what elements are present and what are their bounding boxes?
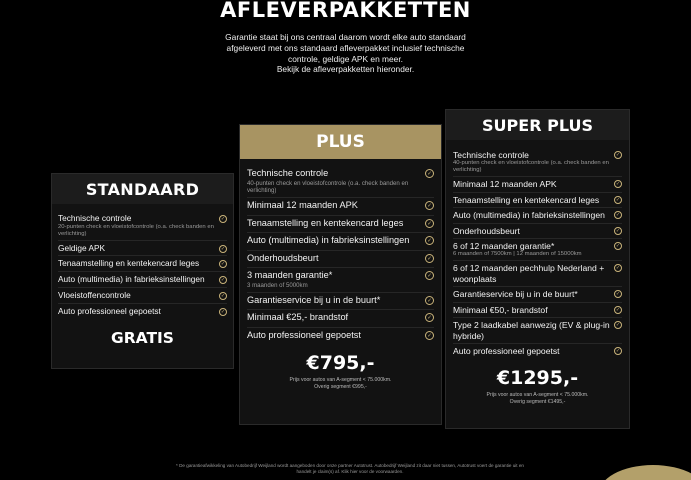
feature-label: Auto (multimedia) in fabrieksinstellingen (58, 274, 205, 285)
check-circle-icon: ✓ (425, 313, 434, 322)
feature-subtext: 3 maanden of 5000km (247, 281, 308, 289)
check-circle-icon: ✓ (615, 322, 621, 329)
check-circle-icon: ✓ (425, 201, 434, 210)
feature-label: Tenaamstelling en kentekencard leges (58, 258, 200, 269)
feature-label: Technische controle (453, 150, 529, 160)
feature-label: Auto professioneel gepoetst (58, 306, 161, 317)
feature-label: Geldige APK (58, 242, 106, 253)
footnote (140, 463, 560, 475)
check-circle-icon: ✓ (615, 152, 621, 158)
page-title: AFLEVERPAKKETTEN (220, 0, 471, 22)
check-circle-icon: ✓ (425, 169, 434, 178)
feature-item (453, 208, 622, 223)
feature-label: Type 2 laadkabel aanwezig (EV & plug-in hybride) (453, 320, 610, 341)
check-circle-icon: ✓ (425, 296, 434, 305)
footnote-line[interactable]: handelt je claim(s) af. Klik hier voor de voorwaarden. (296, 469, 404, 475)
chat-button[interactable] (598, 465, 691, 480)
feature-item (453, 344, 622, 358)
feature-label: Tenaamstelling en kentekencard leges (247, 217, 404, 228)
feature-label: Onderhoudsbeurt (453, 225, 520, 236)
check-circle-icon: ✓ (220, 261, 226, 268)
feature-list (52, 211, 233, 319)
feature-item (58, 272, 227, 288)
package-card-plus (239, 124, 442, 425)
feature-item (247, 198, 434, 216)
feature-label: 6 of 12 maanden pechhulp Nederland + woonplaats (453, 263, 605, 284)
feature-item (453, 239, 622, 261)
check-circle-icon: ✓ (425, 219, 434, 228)
check-circle-icon: ✓ (615, 242, 621, 249)
check-circle-icon: ✓ (425, 331, 434, 340)
check-circle-icon: ✓ (220, 293, 226, 300)
check-circle-icon: ✓ (425, 236, 434, 245)
check-circle-icon: ✓ (615, 227, 621, 234)
feature-item (453, 224, 622, 239)
feature-item (247, 251, 434, 269)
feature-label: Auto professioneel gepoetst (453, 346, 560, 357)
feature-item (453, 148, 622, 177)
feature-label: Technische controle (58, 213, 132, 223)
feature-item (247, 268, 434, 293)
feature-item (453, 193, 622, 208)
package-price: €795,- (306, 352, 375, 375)
feature-item (453, 303, 622, 318)
feature-label: Onderhoudsbeurt (247, 252, 319, 263)
feature-subtext: 40-punten check en vloeistofcontrole (o.a. check banden en verlichting) (453, 160, 609, 174)
intro-line: Bekijk de afleverpakketten hieronder. (276, 64, 415, 75)
price-note-line: Prijs voor autos van A-segment < 75.000km. (289, 377, 392, 384)
price-note (240, 377, 441, 391)
check-circle-icon: ✓ (615, 181, 621, 188)
feature-item (453, 177, 622, 192)
package-card-standaard (51, 173, 234, 369)
feature-item (453, 261, 622, 287)
package-card-super-plus (445, 109, 630, 429)
feature-label: Vloeistoffencontrole (58, 290, 131, 301)
feature-label: Auto (multimedia) in fabrieksinstellingen (247, 235, 410, 246)
price-note-line: Overig segment €1495,- (509, 398, 566, 405)
check-circle-icon: ✓ (615, 196, 621, 203)
feature-label: 3 maanden garantie* (247, 270, 333, 281)
check-circle-icon: ✓ (220, 277, 226, 284)
intro-line: controle, geldige APK en meer. (288, 53, 403, 64)
check-circle-icon: ✓ (220, 216, 226, 222)
feature-item (247, 310, 434, 328)
price-block (240, 354, 441, 391)
feature-subtext: 20-punten check en vloeistofcontrole (o.a. check banden en verlichting) (58, 223, 214, 237)
intro-line: afgeleverd met ons standaard afleverpakket inclusief technische (226, 42, 465, 53)
feature-label: 6 of 12 maanden garantie* (453, 240, 555, 251)
feature-item (453, 318, 622, 344)
feature-label: Minimaal €50,- brandstof (453, 304, 548, 315)
feature-item (247, 293, 434, 311)
feature-subtext: 6 maanden of 7500km | 12 maanden of 15000km (453, 251, 582, 258)
feature-list (446, 148, 629, 359)
feature-label: Technische controle (247, 168, 329, 178)
intro-text (190, 32, 501, 75)
feature-label: Minimaal 12 maanden APK (247, 200, 358, 211)
feature-label: Minimaal €25,- brandstof (247, 312, 349, 323)
price-note (446, 392, 629, 406)
feature-item (247, 233, 434, 251)
check-circle-icon: ✓ (615, 212, 621, 219)
feature-label: Minimaal 12 maanden APK (453, 179, 557, 190)
feature-subtext: 40-punten check en vloeistofcontrole (o.a. check banden en verlichting) (247, 179, 409, 194)
package-price: €1295,- (496, 366, 579, 389)
price-block (446, 366, 629, 406)
feature-list (240, 166, 441, 344)
package-title: STANDAARD (52, 174, 233, 204)
check-circle-icon: ✓ (220, 309, 226, 316)
check-circle-icon: ✓ (425, 271, 434, 280)
package-title: SUPER PLUS (446, 110, 629, 140)
footnote-line: * De garantieafwikkeling van Autobedrijf Weijland wordt aangeboden door onze partner Autotrust. Autobedrijf Weijland zit daar niet tussen, Autotrust voert de garantie uit en (176, 463, 524, 468)
feature-item (247, 166, 434, 198)
check-circle-icon: ✓ (615, 306, 621, 313)
check-circle-icon: ✓ (425, 254, 434, 263)
check-circle-icon: ✓ (615, 348, 621, 355)
feature-label: Auto (multimedia) in fabrieksinstellingen (453, 210, 605, 221)
package-title: PLUS (240, 125, 441, 159)
price-note-line: Overig segment €995,- (314, 384, 367, 391)
feature-item (58, 304, 227, 319)
feature-item (58, 241, 227, 257)
feature-item (58, 211, 227, 241)
check-circle-icon: ✓ (615, 265, 621, 272)
check-circle-icon: ✓ (220, 245, 226, 252)
feature-item (453, 287, 622, 302)
price-note-line: Prijs voor autos van A-segment < 75.000km. (486, 391, 589, 398)
feature-label: Garantieservice bij u in de buurt* (247, 294, 381, 305)
feature-item (247, 216, 434, 234)
intro-line: Garantie staat bij ons centraal daarom wordt elke auto standaard (225, 32, 466, 42)
feature-item (58, 288, 227, 304)
feature-item (247, 328, 434, 345)
feature-label: Auto professioneel gepoetst (247, 329, 361, 340)
feature-item (58, 256, 227, 272)
check-circle-icon: ✓ (615, 291, 621, 298)
feature-label: Garantieservice bij u in de buurt* (453, 289, 578, 300)
package-price: GRATIS (111, 329, 174, 348)
feature-label: Tenaamstelling en kentekencard leges (453, 194, 600, 205)
